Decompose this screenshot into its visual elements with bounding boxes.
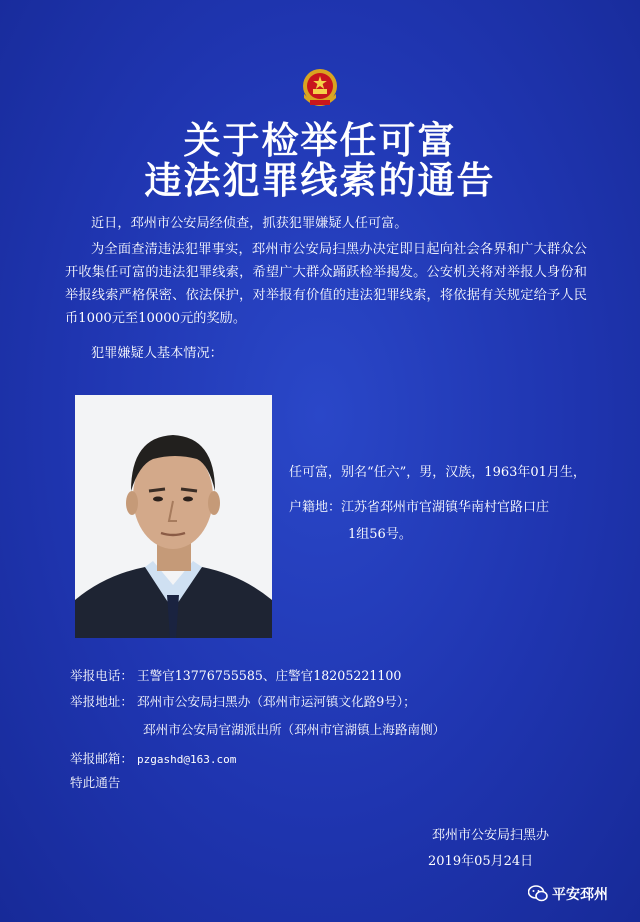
watermark-text: 平安邳州 <box>552 887 608 903</box>
main-paragraph: 为全面查清违法犯罪事实，邳州市公安局扫黑办决定即日起向社会各界和广大群众公开收集任可富的违法犯罪线索，希望广大群众踊跃检举揭发。公安机关将对举报人身份和举报线索严格保密、依法保护，对举报有价值的违法犯罪线索，将依据有关规定给予人民币1000元至10000元的奖励。 <box>65 242 587 326</box>
report-email-label: 举报邮箱： <box>70 751 133 766</box>
notice-title-line-1: 关于检举任可富 <box>183 118 457 162</box>
signature-org: 邳州市公安局扫黑办 <box>432 828 550 843</box>
watermark <box>528 884 608 904</box>
suspect-residence-line-2: 1组56号。 <box>348 527 412 542</box>
suspect-info-heading: 犯罪嫌疑人基本情况： <box>91 346 223 361</box>
suspect-photo <box>75 395 272 638</box>
notice-title-line-2: 违法犯罪线索的通告 <box>144 158 496 202</box>
police-emblem-icon <box>296 64 344 112</box>
suspect-residence-line: 户籍地：江苏省邳州市官湖镇华南村官路口庄 <box>289 500 550 515</box>
report-address-2: 邳州市公安局官湖派出所（邳州市官湖镇上海路南侧） <box>143 722 446 737</box>
signature-date: 2019年05月24日 <box>428 854 534 869</box>
closing-text: 特此通告 <box>70 775 121 790</box>
suspect-identity-line: 任可富，别名“任六”，男，汉族，1963年01月生， <box>289 465 586 480</box>
report-email-row <box>70 749 236 770</box>
intro-paragraph: 近日，邳州市公安局经侦查，抓获犯罪嫌疑人任可富。 <box>91 216 408 231</box>
wechat-icon <box>528 885 548 903</box>
report-phone: 举报电话： 王警官13776755585、庄警官18205221100 <box>70 668 402 683</box>
report-address-1: 举报地址： 邳州市公安局扫黑办（邳州市运河镇文化路9号）； <box>70 694 416 709</box>
report-email-address: pzgashd@163.com <box>136 753 237 766</box>
